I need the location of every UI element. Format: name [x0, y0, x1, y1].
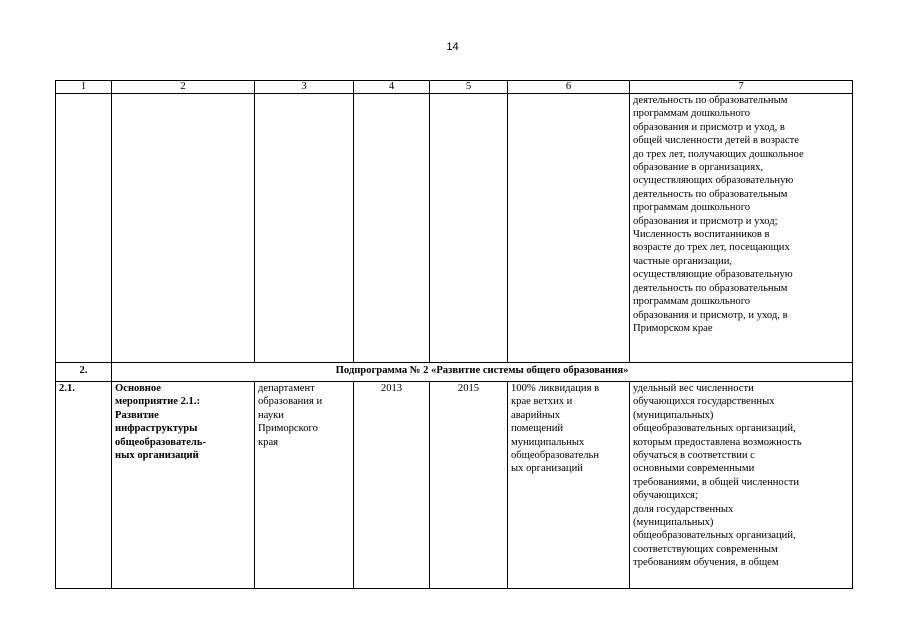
- text-line: 100% ликвидация в: [511, 383, 600, 394]
- indicator-cell-continued: [630, 94, 853, 363]
- text-line: программам дошкольного: [633, 108, 751, 120]
- column-header: 4: [354, 81, 430, 94]
- cell-empty: [255, 94, 354, 363]
- cell-empty: [508, 94, 630, 363]
- table-row-continued: [56, 94, 853, 363]
- program-table: [55, 80, 853, 589]
- cell-empty: [112, 94, 255, 363]
- cell-empty: [430, 94, 508, 363]
- text-line: соответствующих современным: [633, 543, 778, 555]
- text-line: ных организаций: [115, 450, 199, 462]
- text-line: программам дошкольного: [633, 296, 751, 308]
- text-line: образования и: [258, 396, 323, 408]
- text-line: Приморском крае: [633, 322, 713, 334]
- column-header: 3: [255, 81, 354, 94]
- text-line: общей численности детей в возрасте: [633, 135, 799, 147]
- text-line: осуществляющих образовательную: [633, 175, 794, 187]
- text-line: обучаться в соответствии с: [633, 450, 755, 462]
- column-header: 1: [56, 81, 112, 94]
- indicator-cell: [630, 382, 853, 589]
- text-line: образования и присмотр и уход;: [633, 215, 778, 227]
- text-line: общеобразовательных организаций,: [633, 423, 796, 435]
- text-line: Приморского: [258, 423, 318, 435]
- event-name-cell: [112, 382, 255, 589]
- text-line: Развитие: [115, 409, 159, 421]
- column-header: 7: [630, 81, 853, 94]
- text-line: ых организаций: [511, 463, 583, 475]
- text-line: мероприятие 2.1.:: [115, 396, 201, 408]
- text-line: обучающихся государственных: [633, 396, 775, 408]
- text-line: департамент: [258, 383, 315, 394]
- text-line: осуществляющие образовательную: [633, 269, 793, 281]
- text-line: частные организации,: [633, 255, 733, 267]
- text-line: основными современными: [633, 463, 755, 475]
- text-line: науки: [258, 409, 284, 421]
- text-line: аварийных: [511, 409, 560, 421]
- text-line: образования и присмотр, и уход, в: [633, 309, 788, 321]
- cell-empty: [354, 94, 430, 363]
- subprogram-row: [56, 363, 853, 382]
- start-year-cell: 2013: [354, 382, 430, 589]
- text-line: возрасте до трех лет, посещающих: [633, 242, 790, 254]
- text-line: Основное: [115, 383, 161, 394]
- row-number: 2.1.: [56, 382, 112, 589]
- column-header: 5: [430, 81, 508, 94]
- text-line: деятельность по образовательным: [633, 282, 788, 294]
- text-line: требованиям обучения, в общем: [633, 557, 779, 569]
- text-line: деятельность по образовательным: [633, 95, 788, 106]
- column-header: 2: [112, 81, 255, 94]
- text-line: общеобразовательн: [511, 450, 600, 462]
- cell-empty: [56, 94, 112, 363]
- text-line: помещений: [511, 423, 564, 435]
- text-line: деятельность по образовательным: [633, 188, 788, 200]
- table-row: [56, 382, 853, 589]
- text-line: Численность воспитанников в: [633, 229, 770, 241]
- text-line: программам дошкольного: [633, 202, 751, 214]
- text-line: (муниципальных): [633, 409, 714, 421]
- text-line: инфраструктуры: [115, 423, 198, 435]
- expected-result-cell: [508, 382, 630, 589]
- text-line: крае ветхих и: [511, 396, 573, 408]
- executor-cell: [255, 382, 354, 589]
- text-line: образования и присмотр и уход, в: [633, 121, 785, 133]
- text-line: (муниципальных): [633, 517, 714, 529]
- text-line: до трех лет, получающих дошкольное: [633, 148, 804, 160]
- text-line: которым предоставлена возможность: [633, 436, 802, 448]
- text-line: общеобразователь-: [115, 436, 206, 448]
- text-line: муниципальных: [511, 436, 585, 448]
- text-line: доля государственных: [633, 503, 734, 515]
- page-number: 14: [446, 41, 459, 53]
- subprogram-title: Подпрограмма № 2 «Развитие системы общего образования»: [112, 363, 853, 382]
- subprogram-number: 2.: [56, 363, 112, 382]
- text-line: образование в организациях,: [633, 162, 764, 174]
- column-header: 6: [508, 81, 630, 94]
- text-line: обучающихся;: [633, 490, 698, 502]
- text-line: края: [258, 436, 279, 448]
- text-line: общеобразовательных организаций,: [633, 530, 796, 542]
- end-year-cell: 2015: [430, 382, 508, 589]
- table-header-row: [56, 81, 853, 94]
- text-line: удельный вес численности: [633, 383, 754, 394]
- text-line: требованиями, в общей численности: [633, 476, 799, 488]
